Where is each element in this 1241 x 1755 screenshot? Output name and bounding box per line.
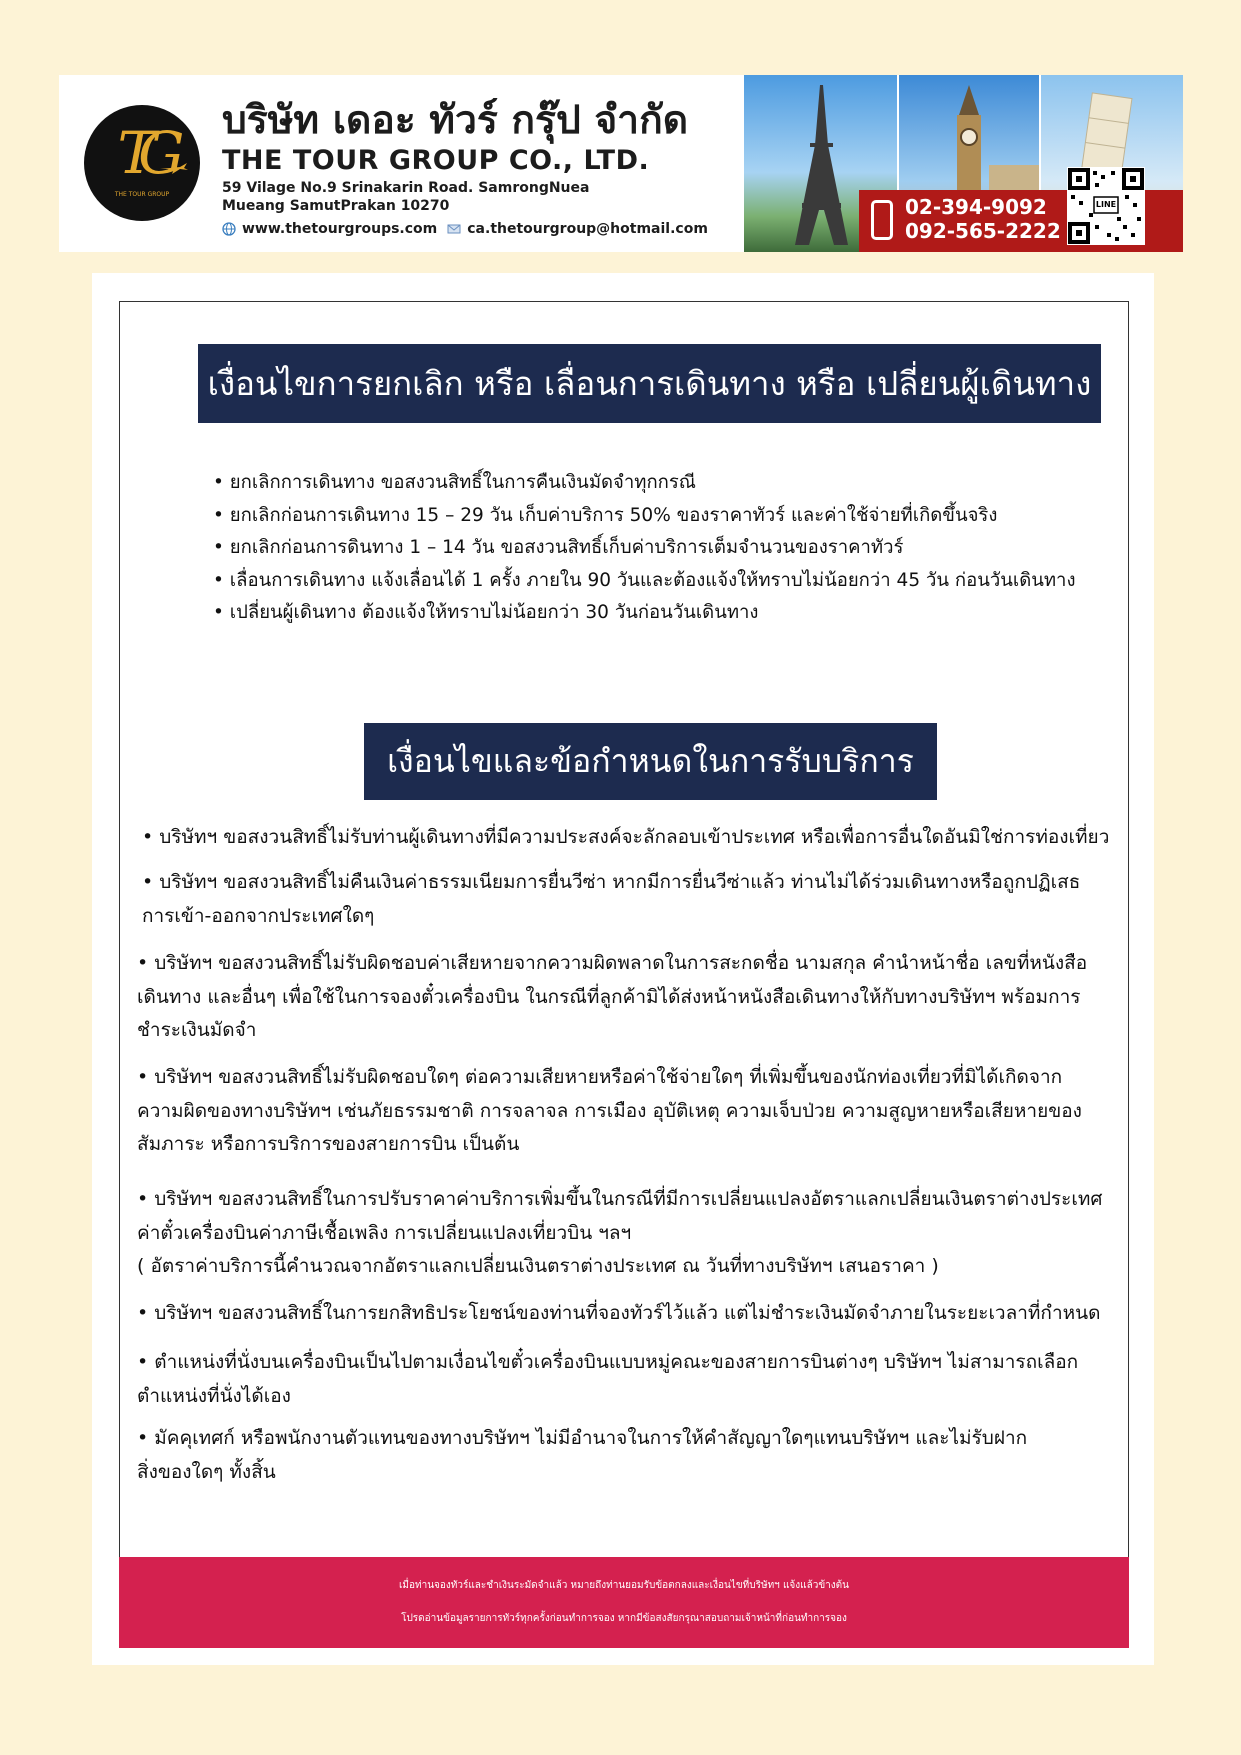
terms-line: • มัคคุเทศก์ หรือพนักงานตัวแทนของทางบริษัทฯ ไม่มีอำนาจในการให้คำสัญญาใดๆแทนบริษัทฯ และไม่รับฝาก — [137, 1427, 1028, 1449]
terms-line: ค่าตั๋วเครื่องบินค่าภาษีเชื้อเพลิง การเปลี่ยนแปลงเที่ยวบิน ฯลฯ — [137, 1221, 632, 1244]
terms-line: สิ่งของใดๆ ทั้งสิ้น — [137, 1460, 276, 1483]
plane-icon — [160, 161, 188, 175]
cancellation-list — [213, 468, 1113, 631]
terms-item — [142, 866, 1080, 933]
address-line-1: 59 Vilage No.9 Srinakarin Road. SamrongNuea — [222, 180, 590, 196]
terms-line: • บริษัทฯ ขอสงวนสิทธิ์ในการปรับราคาค่าบริการเพิ่มขึ้นในกรณีที่มีการเปลี่ยนแปลงอัตราแลกเปลี่ยนเงินตราต่างประเทศ — [137, 1188, 1103, 1210]
mail-icon — [447, 222, 461, 236]
terms-line: • บริษัทฯ ขอสงวนสิทธิ์ไม่คืนเงินค่าธรรมเนียมการยื่นวีซ่า หากมีการยื่นวีซ่าแล้ว ท่านไม่ได้ร่วมเดินทางหรือถูกปฏิเสธ — [142, 871, 1081, 893]
address-line-2: Mueang SamutPrakan 10270 — [222, 198, 450, 214]
qr-label: LINE — [1095, 200, 1117, 209]
contact-line — [222, 221, 708, 237]
terms-item — [137, 1422, 1027, 1489]
terms-item — [142, 821, 1109, 855]
email-link[interactable]: ca.thetourgroup@hotmail.com — [467, 221, 708, 237]
cancellation-item: • ยกเลิกการเดินทาง ขอสงวนสิทธิ์ในการคืนเงินมัดจำทุกกรณี — [213, 472, 696, 493]
company-name-english: THE TOUR GROUP CO., LTD. — [222, 145, 650, 176]
cancellation-item: • ยกเลิกก่อนการดินทาง 1 – 14 วัน ขอสงวนสิทธิ์เก็บค่าบริการเต็มจำนวนของราคาทัวร์ — [213, 537, 904, 558]
terms-line: • บริษัทฯ ขอสงวนสิทธิ์ในการยกสิทธิประโยชน์ของท่านที่จองทัวร์ไว้แล้ว แต่ไม่ชำระเงินมัดจำภายในระยะเวลาที่กำหนด — [137, 1302, 1101, 1324]
terms-item — [137, 947, 1087, 1048]
terms-line: • บริษัทฯ ขอสงวนสิทธิ์ไม่รับท่านผู้เดินทางที่มีความประสงค์จะลักลอบเข้าประเทศ หรือเพื่อการอื่นใดอันมิใช่การท่องเที่ยว — [142, 826, 1110, 848]
terms-line: สัมภาระ หรือการบริการของสายการบิน เป็นต้น — [137, 1133, 520, 1155]
terms-line: • บริษัทฯ ขอสงวนสิทธิ์ไม่รับผิดชอบค่าเสียหายจากความผิดพลาดในการสะกดชื่อ นามสกุล คำนำหน้าชื่อ เลขที่หนังสือ — [137, 952, 1088, 974]
phone-icon — [871, 200, 893, 240]
terms-line: • บริษัทฯ ขอสงวนสิทธิ์ไม่รับผิดชอบใดๆ ต่อความเสียหายหรือค่าใช้จ่ายใดๆ ที่เพิ่มขึ้นของนักท่องเที่ยวที่มิได้เกิดจาก — [137, 1066, 1063, 1088]
terms-line: ความผิดของทางบริษัทฯ เช่นภัยธรรมชาติ การจลาจล การเมือง อุบัติเหตุ ความเจ็บป่วย ความสูญหายหรือเสียหายของ — [137, 1099, 1082, 1122]
company-name-thai: บริษัท เดอะ ทัวร์ กรุ๊ป จำกัด — [222, 98, 689, 143]
terms-item — [137, 1346, 1078, 1413]
section-title-terms: เงื่อนไขและข้อกำหนดในการรับบริการ — [364, 723, 937, 800]
logo-letters: TG — [117, 119, 167, 187]
terms-item — [137, 1061, 1082, 1162]
cancellation-item: • ยกเลิกก่อนการเดินทาง 15 – 29 วัน เก็บค่าบริการ 50% ของราคาทัวร์ และค่าใช้จ่ายที่เกิดขึ้นจริง — [213, 504, 998, 526]
booking-notice — [119, 1557, 1129, 1648]
line-qr-code[interactable] — [1067, 167, 1145, 245]
logo-subtext: THE TOUR GROUP — [114, 191, 170, 198]
company-header — [59, 75, 1183, 252]
terms-line: การเข้า-ออกจากประเทศใดๆ — [142, 904, 375, 927]
terms-item — [137, 1297, 1100, 1331]
terms-line: ชำระเงินมัดจำ — [137, 1019, 257, 1041]
terms-line: ตำแหน่งที่นั่งได้เอง — [137, 1384, 291, 1407]
company-logo — [84, 105, 200, 221]
destination-photos — [744, 75, 1183, 252]
notice-line-1: เมื่อท่านจองทัวร์และชำเงินระมัดจำแล้ว หมายถึงท่านยอมรับข้อตกลงและเงื่อนไขที่บริษัทฯ แจ้งแล้วข้างต้น — [398, 1580, 850, 1591]
phone-number-2[interactable]: 092-565-2222 — [905, 219, 1061, 243]
globe-icon — [222, 222, 236, 236]
terms-item — [137, 1183, 1102, 1284]
notice-line-2: โปรดอ่านข้อมูลรายการทัวร์ทุกครั้งก่อนทำการจอง หากมีข้อสงสัยกรุณาสอบถามเจ้าหน้าที่ก่อนทำการจอง — [401, 1613, 847, 1624]
terms-line: ( อัตราค่าบริการนี้คำนวณจากอัตราแลกเปลี่ยนเงินตราต่างประเทศ ณ วันที่ทางบริษัทฯ เสนอราคา ) — [137, 1255, 939, 1277]
cancellation-item: • เปลี่ยนผู้เดินทาง ต้องแจ้งให้ทราบไม่น้อยกว่า 30 วันก่อนวันเดินทาง — [213, 602, 759, 623]
terms-line: • ตำแหน่งที่นั่งบนเครื่องบินเป็นไปตามเงื่อนไขตั๋วเครื่องบินแบบหมู่คณะของสายการบินต่างๆ บริษัทฯ ไม่สามารถเลือก — [137, 1351, 1079, 1373]
section-title-cancellation: เงื่อนไขการยกเลิก หรือ เลื่อนการเดินทาง หรือ เปลี่ยนผู้เดินทาง — [198, 344, 1101, 423]
cancellation-item: • เลื่อนการเดินทาง แจ้งเลื่อนได้ 1 ครั้ง ภายใน 90 วันและต้องแจ้งให้ทราบไม่น้อยกว่า 45 วัน ก่อนวันเดินทาง — [213, 569, 1076, 591]
terms-line: เดินทาง และอื่นๆ เพื่อใช้ในการจองตั๋วเครื่องบิน ในกรณีที่ลูกค้ามิได้ส่งหน้าหนังสือเดินทางให้กับทางบริษัทฯ พร้อมการ — [137, 985, 1081, 1008]
phone-number-1[interactable]: 02-394-9092 — [905, 195, 1047, 219]
website-link[interactable]: www.thetourgroups.com — [242, 221, 438, 237]
